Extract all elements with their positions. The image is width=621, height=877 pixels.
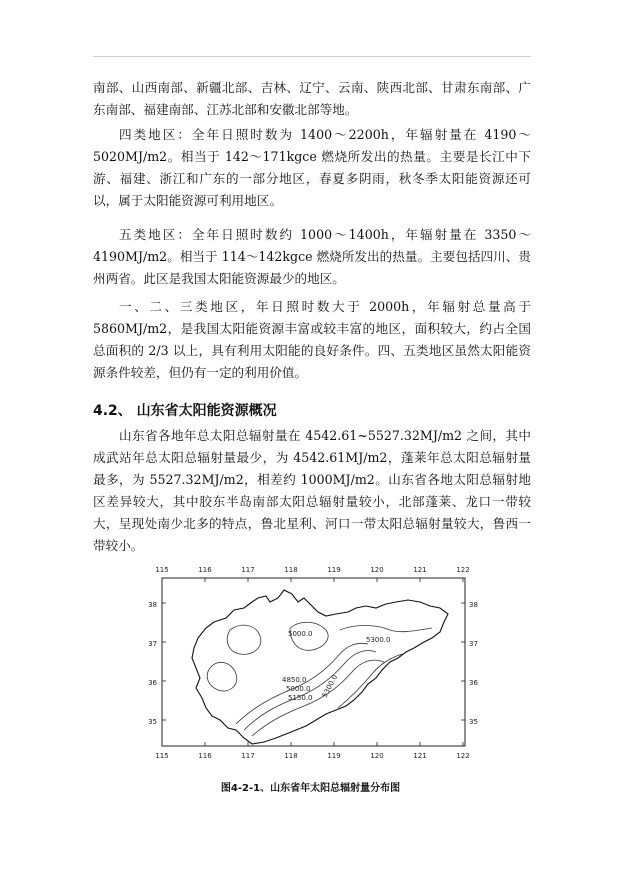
- lat-label-left: 36: [148, 679, 157, 687]
- lon-label-top: 116: [198, 566, 212, 574]
- lon-label-top: 120: [370, 566, 384, 574]
- lon-label-bottom: 117: [241, 752, 255, 760]
- lat-label-right: 38: [469, 601, 478, 609]
- figure-caption: 图4-2-1、山东省年太阳总辐射量分布图: [220, 783, 401, 794]
- paragraph-region-5: 五类地区：全年日照时数约 1000～1400h，年辐射量在 3350～4190MJ/m2。相当于 114～142kgce 燃烧所发出的热量。主要包括四川、贵州两省。此区是我国太阳能资源最少的地区。: [93, 227, 531, 286]
- lat-label-right: 36: [469, 679, 478, 687]
- lon-label-bottom: 118: [284, 752, 298, 760]
- contour-line: [227, 625, 261, 654]
- paragraph-region-4: 四类地区：全年日照时数为 1400～2200h，年辐射量在 4190～5020MJ/m2。相当于 142～171kgce 燃烧所发出的热量。主要是长江中下游、福建、浙江和广东的一部分地区，春夏多阴雨，秋冬季太阳能资源还可以，属于太阳能资源可利用地区。: [93, 127, 531, 208]
- shandong-outline: [192, 590, 448, 744]
- lon-label-top: 119: [327, 566, 341, 574]
- lat-label-right: 37: [469, 640, 478, 648]
- contour-label: 5150.0: [288, 694, 313, 702]
- contour-label: 5000.0: [286, 685, 311, 693]
- contour-line: [207, 662, 237, 691]
- paragraph-summary: 一、二、三类地区，年日照时数大于 2000h，年辐射总量高于 5860MJ/m2，是我国太阳能资源丰富或较丰富的地区，面积较大，约占全国总面积的 2/3 以上，具有利用太阳能的良好条件。四、五类地区虽然太阳能资源条件较差，但仍有一定的利用价值。: [93, 299, 531, 380]
- map-ticks: [162, 578, 465, 746]
- lon-label-top: 115: [155, 566, 169, 574]
- paragraph-region-3-continued: 南部、山西南部、新疆北部、吉林、辽宁、云南、陕西北部、甘肃东南部、广东南部、福建南部、江苏北部和安徽北部等地。: [93, 80, 531, 117]
- contour-line: [340, 626, 432, 632]
- contour-label: 5300.0: [366, 636, 391, 644]
- contour-label: 5000.0: [288, 630, 313, 638]
- section-heading: 4.2、 山东省太阳能资源概况: [93, 403, 277, 419]
- lon-label-bottom: 122: [456, 752, 470, 760]
- header-rule: [93, 56, 531, 57]
- lon-label-top: 122: [456, 566, 470, 574]
- contour-label: 5300.0: [320, 673, 340, 699]
- lon-label-bottom: 121: [413, 752, 427, 760]
- lat-label-right: 35: [469, 718, 478, 726]
- lat-label-left: 35: [148, 718, 157, 726]
- lon-label-top: 121: [413, 566, 427, 574]
- lon-label-top: 118: [284, 566, 298, 574]
- contour-label: 4850.0: [282, 676, 307, 684]
- lon-label-bottom: 119: [327, 752, 341, 760]
- lon-label-bottom: 120: [370, 752, 384, 760]
- lat-label-left: 37: [148, 640, 157, 648]
- map-frame: [162, 578, 465, 746]
- lon-label-top: 117: [241, 566, 255, 574]
- lon-label-bottom: 115: [155, 752, 169, 760]
- contour-line: [338, 654, 402, 708]
- lat-label-left: 38: [148, 601, 157, 609]
- radiation-contour-map: [140, 558, 485, 770]
- lon-label-bottom: 116: [198, 752, 212, 760]
- paragraph-shandong: 山东省各地年总太阳总辐射量在 4542.61~5527.32MJ/m2 之间，其中成武站年总太阳总辐射量最少，为 4542.61MJ/m2，蓬莱年总太阳总辐射量最多，为 5527.32MJ/m2，相差约 1000MJ/m2。山东省各地太阳总辐射地区差异较大，其中胶东半岛南部太阳总辐射量较小，北部蓬莱、龙口一带较大，呈现处南少北多的特点，鲁北星利、河口一带太阳总辐射量较大，鲁西一带较小。: [93, 428, 531, 553]
